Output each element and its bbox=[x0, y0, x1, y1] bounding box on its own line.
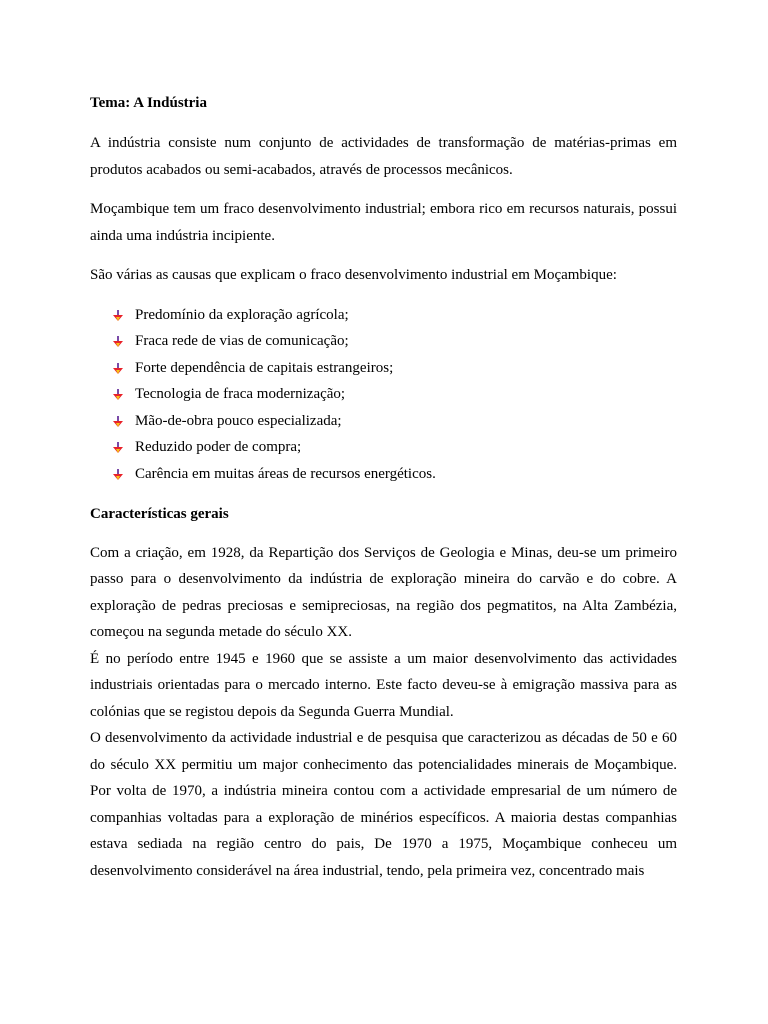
body-paragraph: É no período entre 1945 e 1960 que se assiste a um maior desenvolvimento das actividades industriais orientadas para o mercado interno. Este facto deveu-se à emigração massiva para as colónias que se registou depois da Segunda Guerra Mundial. bbox=[90, 650, 677, 720]
intro-paragraph: São várias as causas que explicam o fraco desenvolvimento industrial em Moçambique: bbox=[90, 267, 617, 283]
list-item-text: Tecnologia de fraca modernização; bbox=[135, 386, 346, 403]
list-item-text: Mão-de-obra pouco especializada; bbox=[135, 412, 342, 429]
list-item bbox=[112, 434, 677, 461]
body-paragraph: Com a criação, em 1928, da Repartição dos Serviços de Geologia e Minas, deu-se um primeiro passo para o desenvolvimento da indústria de exploração mineira do carvão e do cobre. A exploração de pedras preciosas e semipreciosas, na região dos pegmatitos, na Alta Zambézia, começou na segunda metade do século XX. bbox=[90, 544, 677, 641]
list-item-text: Predomínio da exploração agrícola; bbox=[135, 306, 349, 323]
list-item-text: Carência em muitas áreas de recursos energéticos. bbox=[135, 466, 436, 483]
section-heading: Características gerais bbox=[90, 505, 229, 522]
arrow-down-bullet-icon bbox=[112, 363, 124, 375]
arrow-down-bullet-icon bbox=[112, 310, 124, 322]
body-paragraph: O desenvolvimento da actividade industrial e de pesquisa que caracterizou as décadas de 50 e 60 do século XX permitiu um major conhecimento das potencialidades minerais de Moçambique. Por volta de 1970, a indústria mineira contou com a actividade empresarial de um número de companhias voltadas para a exploração de minérios específicos. A maioria destas companhias estava sediada na região centro do pais, De 1970 a 1975, Moçambique conheceu um desenvolvimento considerável na área industrial, tendo, pela primeira vez, concentrado mais bbox=[90, 730, 677, 879]
intro-paragraph: Moçambique tem um fraco desenvolvimento industrial; embora rico em recursos naturais, possui ainda uma indústria incipiente. bbox=[90, 201, 677, 244]
arrow-down-bullet-icon bbox=[112, 469, 124, 481]
arrow-down-bullet-icon bbox=[112, 442, 124, 454]
list-item bbox=[112, 408, 677, 435]
arrow-down-bullet-icon bbox=[112, 389, 124, 401]
list-item bbox=[112, 355, 677, 382]
list-item-text: Forte dependência de capitais estrangeiros; bbox=[135, 359, 394, 376]
list-item bbox=[112, 461, 677, 488]
document-title: Tema: A Indústria bbox=[90, 95, 207, 111]
list-item-text: Reduzido poder de compra; bbox=[135, 439, 302, 456]
document-page bbox=[90, 90, 677, 884]
arrow-down-bullet-icon bbox=[112, 336, 124, 348]
list-item-text: Fraca rede de vias de comunicação; bbox=[135, 333, 349, 350]
list-item bbox=[112, 381, 677, 408]
list-item bbox=[112, 328, 677, 355]
causes-list bbox=[90, 302, 677, 488]
list-item bbox=[112, 302, 677, 329]
arrow-down-bullet-icon bbox=[112, 416, 124, 428]
intro-paragraph: A indústria consiste num conjunto de actividades de transformação de matérias-primas em produtos acabados ou semi-acabados, através de processos mecânicos. bbox=[90, 135, 677, 178]
